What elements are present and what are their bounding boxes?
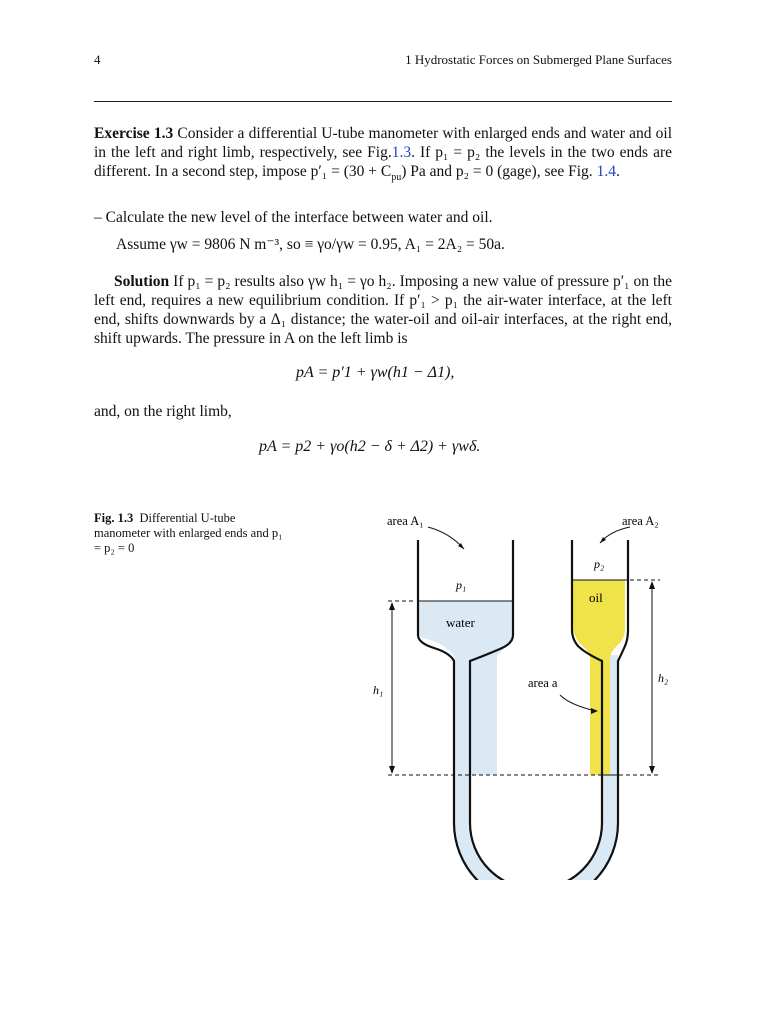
water-label: water (446, 615, 475, 630)
area-a1-label: area A₁ (387, 514, 424, 528)
exercise-paragraph (94, 124, 672, 184)
manometer-figure (360, 505, 680, 880)
solution-paragraph (94, 272, 672, 348)
p1-label: p₁ (456, 578, 467, 592)
solution-text: If p₁ = p₂ results also γw h₁ = γo h₂. Imposing a new value of pressure p′₁ on the left end, requires a new equilibrium condition. If p′₁ > p₁ the air-water interface, at the left end, shifts downwards by a Δ₁ distance; the water-oil and oil-air interfaces, at the right end, shift upwards. The pressure in A on the left limb is (94, 273, 672, 347)
solution-label: Solution (114, 273, 170, 290)
oil-label: oil (589, 590, 603, 605)
header-rule (94, 101, 672, 102)
chapter-title: 1 Hydrostatic Forces on Submerged Plane Surfaces (405, 52, 672, 67)
figure-caption (94, 511, 284, 556)
task-text: Calculate the new level of the interface between water and oil. (105, 209, 493, 226)
task-item (94, 208, 672, 227)
exercise-text: Consider a differential U-tube manometer with enlarged ends and water and oil in the left and right limb, respectively, see Fig. (94, 125, 672, 161)
caption-label: Fig. 1.3 (94, 511, 134, 525)
area-a2-label: area A₂ (622, 514, 659, 528)
cpu-subscript: pu (391, 172, 402, 184)
task-bullet: – (94, 209, 102, 226)
h2-dimension-arrow (649, 581, 655, 774)
area-a2-arrow (600, 527, 630, 543)
area-a-label: area a (528, 676, 558, 690)
fig-ref-1-3[interactable]: 1.3 (391, 144, 412, 161)
assumptions-line: Assume γw = 9806 N m⁻³, so ≡ γo/γw = 0.95, A₁ = 2A₂ = 50a. (116, 236, 505, 253)
page-number: 4 (94, 52, 101, 67)
exercise-text-2: . If p₁ = p₂ the levels in the two ends are different. In a second step, impose p′₁ = (30 + C (94, 144, 672, 180)
exercise-text-4: . (615, 163, 620, 180)
h1-label: h₁ (373, 683, 384, 697)
exercise-text-3: ) Pa and p₂ = 0 (gage), see Fig. (401, 163, 593, 180)
right-limb-intro: and, on the right limb, (94, 403, 232, 420)
area-a1-arrow (428, 527, 464, 549)
equation-pa-right-limb: pA = p2 + γo(h2 − δ + Δ2) + γwδ. (259, 438, 481, 455)
h1-dimension-arrow (389, 602, 395, 774)
inner-tube-blank (470, 775, 603, 880)
fig-ref-1-4[interactable]: 1.4 (596, 163, 616, 180)
exercise-label: Exercise 1.3 (94, 125, 174, 142)
caption-text: Differential U-tube manometer with enlarged ends and p₁ = p₂ = 0 (94, 511, 283, 555)
h2-label: h₂ (658, 671, 669, 685)
p2-label: p₂ (594, 557, 605, 571)
equation-pa-left-limb: pA = p′1 + γw(h1 − Δ1), (296, 364, 455, 381)
